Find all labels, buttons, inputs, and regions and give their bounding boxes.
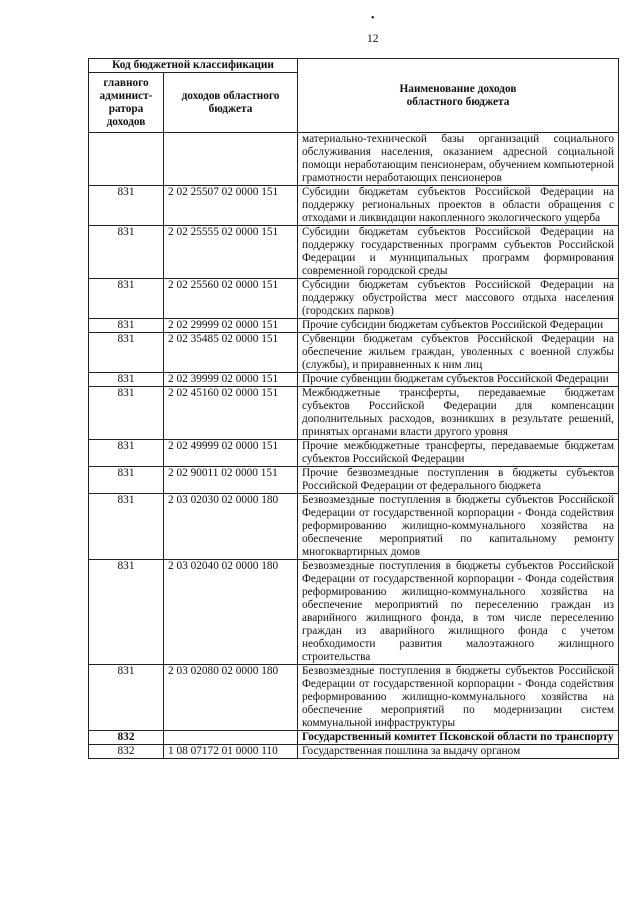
income-name-cell: Безвозмездные поступления в бюджеты субъектов Российской Федерации от государственной корпорации - Фонда содействия реформированию жилищно-коммунального хозяйства на обеспечение мероприятий по капитальному ремонту многоквартирных домов <box>298 494 619 560</box>
income-code-cell: 1 08 07172 01 0000 110 <box>164 745 298 759</box>
admin-code-cell: 831 <box>89 387 164 440</box>
income-name-cell: Безвозмездные поступления в бюджеты субъектов Российской Федерации от государственной корпорации - Фонда содействия реформированию жилищно-коммунального хозяйства на обеспечение мероприятий по переселению граждан из аварийного жилищного фонда, в том числе переселению граждан из аварийного жилищного фонда с учетом необходимости развития малоэтажного жилищного строительства <box>298 560 619 665</box>
header-income-name <box>298 59 619 133</box>
budget-classification-table <box>88 58 619 759</box>
admin-code-cell: 831 <box>89 226 164 279</box>
income-name-cell: Межбюджетные трансферты, передаваемые бюджетам субъектов Российской Федерации для компенсации дополнительных расходов, возникших в результате решений, принятых органами власти другого уровня <box>298 387 619 440</box>
income-name-cell: Субсидии бюджетам субъектов Российской Федерации на поддержку региональных проектов в области обращения с отходами и ликвидации накопленного экологического ущерба <box>298 186 619 226</box>
admin-code-cell: 831 <box>89 560 164 665</box>
income-code-cell: 2 02 39999 02 0000 151 <box>164 373 298 387</box>
header-income-code <box>164 73 298 133</box>
income-code-cell: 2 02 25507 02 0000 151 <box>164 186 298 226</box>
admin-code-cell: 831 <box>89 319 164 333</box>
income-name-cell: Государственная пошлина за выдачу органом <box>298 745 619 759</box>
income-name-cell: материально-технической базы организаций социального обслуживания населения, оказанием адресной социальной помощи неработающим пенсионерам, обучением компьютерной грамотности неработающих пенсионеров <box>298 133 619 186</box>
header-admin <box>89 73 164 133</box>
header-income-code-text: доходов областного бюджета <box>181 89 280 115</box>
income-code-cell: 2 02 35485 02 0000 151 <box>164 333 298 373</box>
table-row <box>89 226 619 279</box>
income-code-cell: 2 02 25560 02 0000 151 <box>164 279 298 319</box>
income-name-cell: Субвенции бюджетам субъектов Российской Федерации на обеспечение жильем граждан, уволенных с военной службы (службы), и приравненных к ним лиц <box>298 333 619 373</box>
table-row <box>89 186 619 226</box>
admin-code-cell: 831 <box>89 467 164 494</box>
admin-code-cell: 831 <box>89 333 164 373</box>
header-classification-code: Код бюджетной классификации <box>89 59 298 73</box>
income-code-cell <box>164 731 298 745</box>
income-name-cell: Субсидии бюджетам субъектов Российской Федерации на поддержку обустройства мест массового отдыха населения (городских парков) <box>298 279 619 319</box>
income-code-cell: 2 02 90011 02 0000 151 <box>164 467 298 494</box>
income-code-cell: 2 02 25555 02 0000 151 <box>164 226 298 279</box>
admin-code-cell: 831 <box>89 494 164 560</box>
income-code-cell <box>164 133 298 186</box>
header-admin-text: главного админист-ратора доходов <box>99 76 153 128</box>
table-row <box>89 665 619 731</box>
table-row <box>89 279 619 319</box>
admin-code-cell: 831 <box>89 186 164 226</box>
admin-code-cell: 831 <box>89 665 164 731</box>
admin-code-cell: 831 <box>89 440 164 467</box>
page-marker: • <box>371 13 375 24</box>
admin-code-cell: 831 <box>89 279 164 319</box>
table-row <box>89 745 619 759</box>
admin-code-cell: 831 <box>89 373 164 387</box>
income-code-cell: 2 03 02030 02 0000 180 <box>164 494 298 560</box>
admin-code-cell: 832 <box>89 731 164 745</box>
income-code-cell: 2 03 02080 02 0000 180 <box>164 665 298 731</box>
table-row <box>89 467 619 494</box>
table-row <box>89 333 619 373</box>
income-name-cell: Прочие безвозмездные поступления в бюджеты субъектов Российской Федерации от федерального бюджета <box>298 467 619 494</box>
table-row <box>89 133 619 186</box>
header-income-name-text: Наименование доходов областного бюджета <box>399 82 517 108</box>
table-row <box>89 319 619 333</box>
table-row <box>89 494 619 560</box>
table-row <box>89 440 619 467</box>
income-name-cell: Прочие межбюджетные трансферты, передаваемые бюджетам субъектов Российской Федерации <box>298 440 619 467</box>
income-name-cell: Государственный комитет Псковской области по транспорту <box>298 731 619 745</box>
table-row <box>89 731 619 745</box>
table-row <box>89 560 619 665</box>
income-code-cell: 2 02 45160 02 0000 151 <box>164 387 298 440</box>
income-name-cell: Прочие субвенции бюджетам субъектов Российской Федерации <box>298 373 619 387</box>
admin-code-cell: 832 <box>89 745 164 759</box>
income-name-cell: Субсидии бюджетам субъектов Российской Федерации на поддержку государственных программ субъектов Российской Федерации и муниципальных программ формирования современной городской среды <box>298 226 619 279</box>
table-row <box>89 373 619 387</box>
income-code-cell: 2 02 49999 02 0000 151 <box>164 440 298 467</box>
income-code-cell: 2 02 29999 02 0000 151 <box>164 319 298 333</box>
admin-code-cell <box>89 133 164 186</box>
income-name-cell: Безвозмездные поступления в бюджеты субъектов Российской Федерации от государственной корпорации - Фонда содействия реформированию жилищно-коммунального хозяйства на обеспечение мероприятий по модернизации систем коммунальной инфраструктуры <box>298 665 619 731</box>
page-number: 12 <box>367 33 379 45</box>
table-row <box>89 387 619 440</box>
income-code-cell: 2 03 02040 02 0000 180 <box>164 560 298 665</box>
income-name-cell: Прочие субсидии бюджетам субъектов Российской Федерации <box>298 319 619 333</box>
